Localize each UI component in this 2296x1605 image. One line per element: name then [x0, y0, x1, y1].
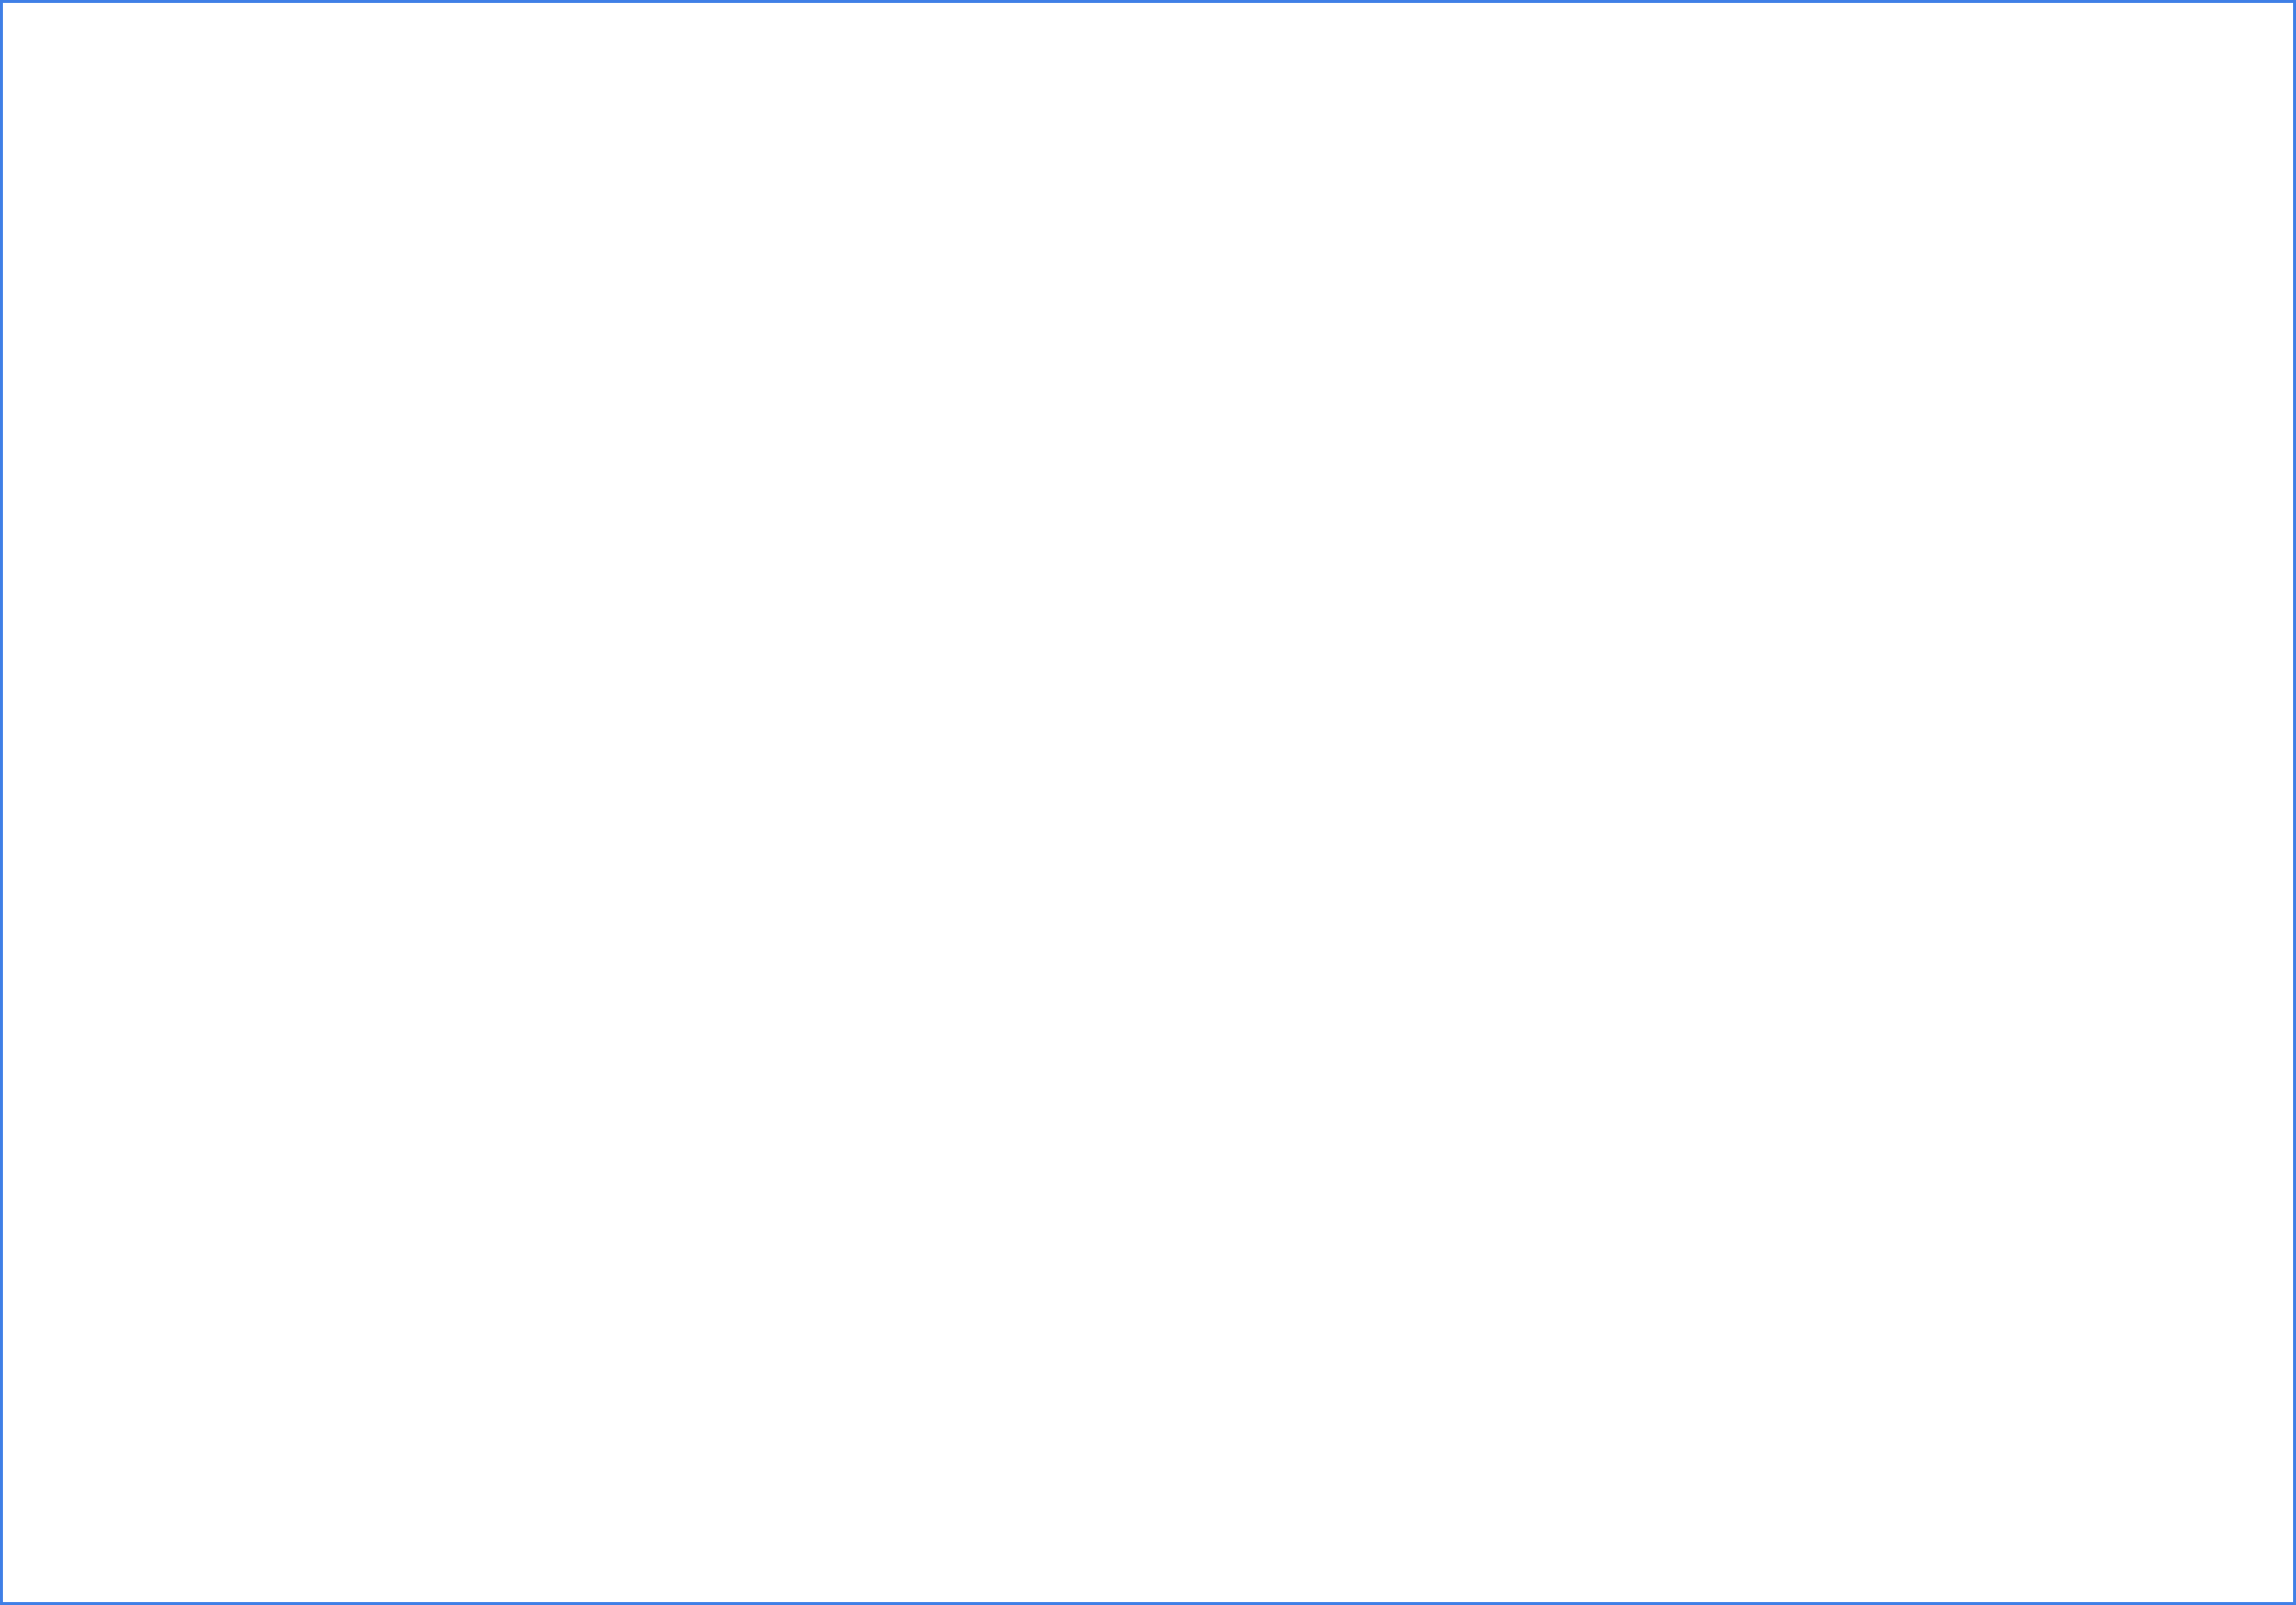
blank-content-area: [6, 6, 2290, 1599]
